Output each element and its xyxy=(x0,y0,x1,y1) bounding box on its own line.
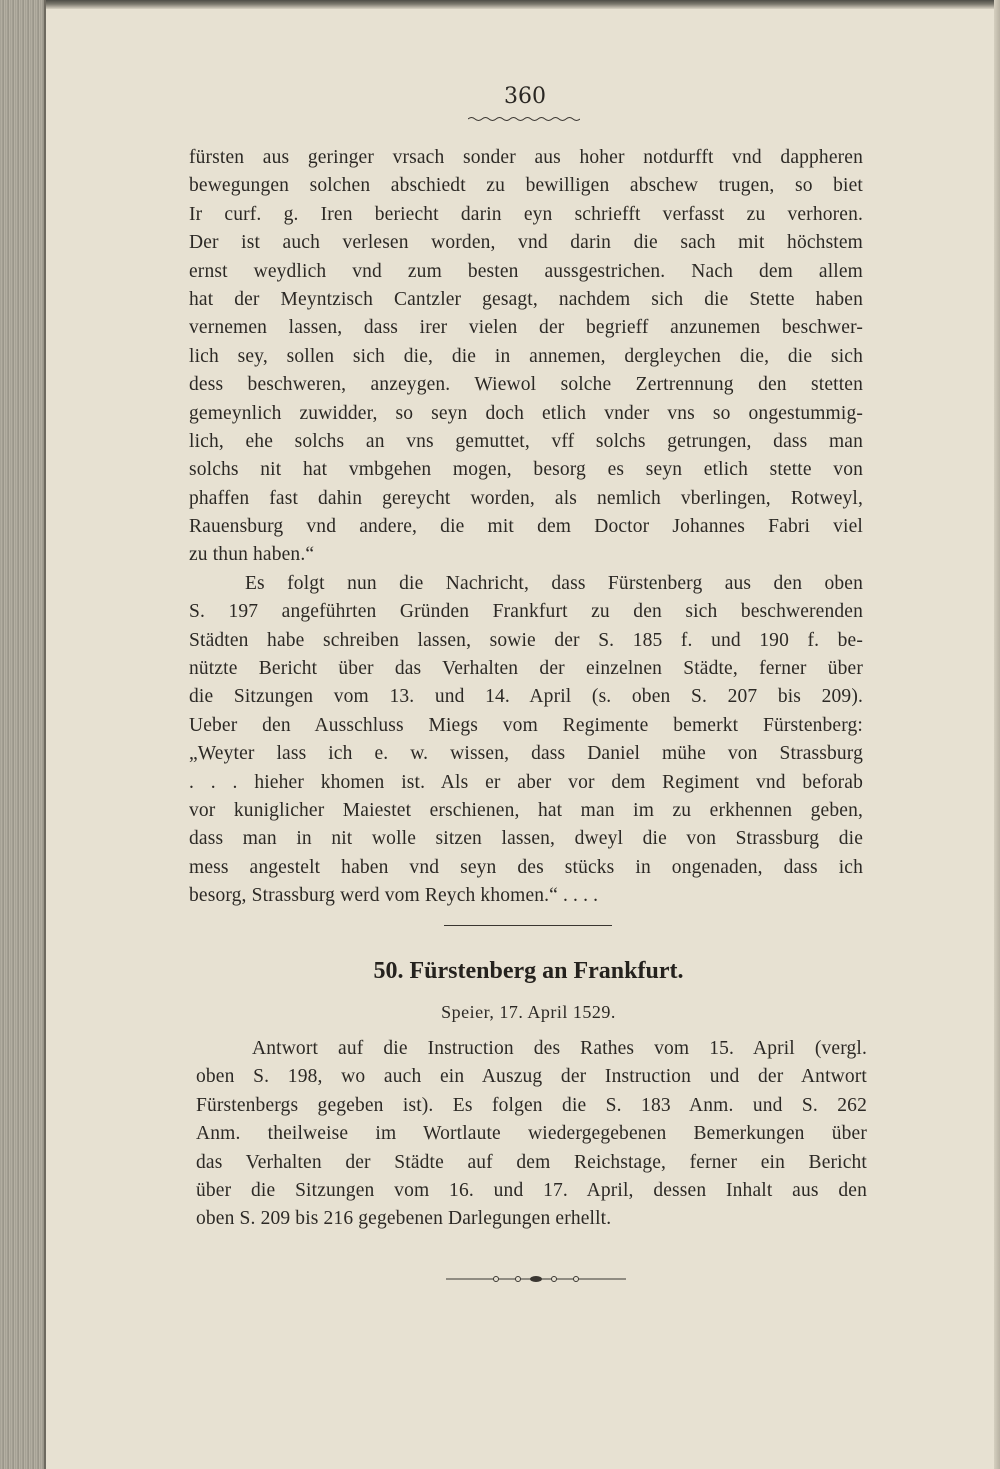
text-line: bewegungen solchen abschiedt zu bewilligen abschew trugen, so biet xyxy=(189,175,863,197)
page-number: 360 xyxy=(504,84,546,109)
spine-edge xyxy=(44,0,46,1469)
text-line: solchs nit hat vmbgehen mogen, besorg es seyn etlich stette von xyxy=(189,459,863,481)
text-line: Es folgt nun die Nachricht, dass Fürstenberg aus den oben xyxy=(245,572,863,594)
text-line: mess angestelt haben vnd seyn des stücks in ongenaden, dass ich xyxy=(189,856,863,878)
section-divider xyxy=(444,925,612,926)
text-line: Antwort auf die Instruction des Rathes vom 15. April (vergl. xyxy=(252,1038,867,1059)
text-line: Ir curf. g. Iren beriecht darin eyn schriefft verfasst zu verhoren. xyxy=(189,203,863,225)
text-line: Ueber den Ausschluss Miegs vom Regimente bemerkt Fürstenberg: xyxy=(189,714,863,736)
section-dateline: Speier, 17. April 1529. xyxy=(441,1002,616,1022)
quoted-passage xyxy=(189,144,863,911)
text-line: fürsten aus geringer vrsach sonder aus hoher notdurfft vnd dappheren xyxy=(189,147,863,168)
section-heading: 50. Fürstenberg an Frankfurt. xyxy=(373,958,684,984)
text-line: besorg, Strassburg werd vom Reych khomen.“ . . . . xyxy=(189,885,599,907)
page-top-edge xyxy=(0,0,1000,9)
text-line: . . . hieher khomen ist. Als er aber vor dem Regiment vnd beforab xyxy=(189,771,863,793)
text-line: vor kuniglicher Maiestet erschienen, hat man im zu erkhennen geben, xyxy=(189,799,863,821)
text-line: das Verhalten der Städte auf dem Reichstage, ferner ein Bericht xyxy=(196,1151,867,1173)
text-line: Rauensburg vnd andere, die mit dem Doctor Johannes Fabri viel xyxy=(189,516,863,538)
page-number-rule xyxy=(468,116,580,122)
text-line: nützte Bericht über das Verhalten der einzelnen Städte, ferner über xyxy=(189,658,863,680)
text-line: die Sitzungen vom 13. und 14. April (s. oben S. 207 bis 209). xyxy=(189,686,863,708)
text-line: lich sey, sollen sich die, die in annemen, dergleychen die, die sich xyxy=(189,345,863,367)
text-line: gemeynlich zuwidder, so seyn doch etlich vnder vns so ongestummig- xyxy=(189,402,863,424)
text-line: vernemen lassen, dass irer vielen der begrieff anzunemen beschwer- xyxy=(189,317,863,339)
text-line: zu thun haben.“ xyxy=(189,544,315,566)
text-line: phaffen fast dahin gereycht worden, als nemlich vberlingen, Rotweyl, xyxy=(189,487,863,509)
text-line: hat der Meyntzisch Cantzler gesagt, nachdem sich die Stette haben xyxy=(189,288,863,310)
text-line: „Weyter lass ich e. w. wissen, dass Daniel mühe von Strassburg xyxy=(189,743,863,765)
end-ornament xyxy=(446,1272,626,1286)
text-line: oben S. 198, wo auch ein Auszug der Instruction und der Antwort xyxy=(196,1066,867,1088)
text-line: Fürstenbergs gegeben ist). Es folgen die S. 183 Anm. und S. 262 xyxy=(196,1094,867,1116)
section-body xyxy=(196,1035,867,1234)
text-line: oben S. 209 bis 216 gegebenen Darlegungen erhellt. xyxy=(196,1208,612,1230)
text-line: über die Sitzungen vom 16. und 17. April, dessen Inhalt aus den xyxy=(196,1179,867,1201)
text-line: Anm. theilweise im Wortlaute wiedergegebenen Bemerkungen über xyxy=(196,1123,867,1145)
text-line: ernst weydlich vnd zum besten aussgestrichen. Nach dem allem xyxy=(189,260,863,282)
text-line: dess beschweren, anzeygen. Wiewol solche Zertrennung den stetten xyxy=(189,374,863,396)
text-line: S. 197 angeführten Gründen Frankfurt zu den sich beschwerenden xyxy=(189,601,863,623)
page-right-edge xyxy=(994,0,1000,1469)
text-line: Der ist auch verlesen worden, vnd darin die sach mit höchstem xyxy=(189,232,863,254)
text-line: dass man in nit wolle sitzen lassen, dweyl die von Strassburg die xyxy=(189,828,863,850)
text-line: Städten habe schreiben lassen, sowie der S. 185 f. und 190 f. be- xyxy=(189,629,863,651)
book-spine xyxy=(0,0,44,1469)
text-line: lich, ehe solchs an vns gemuttet, vff solchs getrungen, dass man xyxy=(189,430,863,452)
